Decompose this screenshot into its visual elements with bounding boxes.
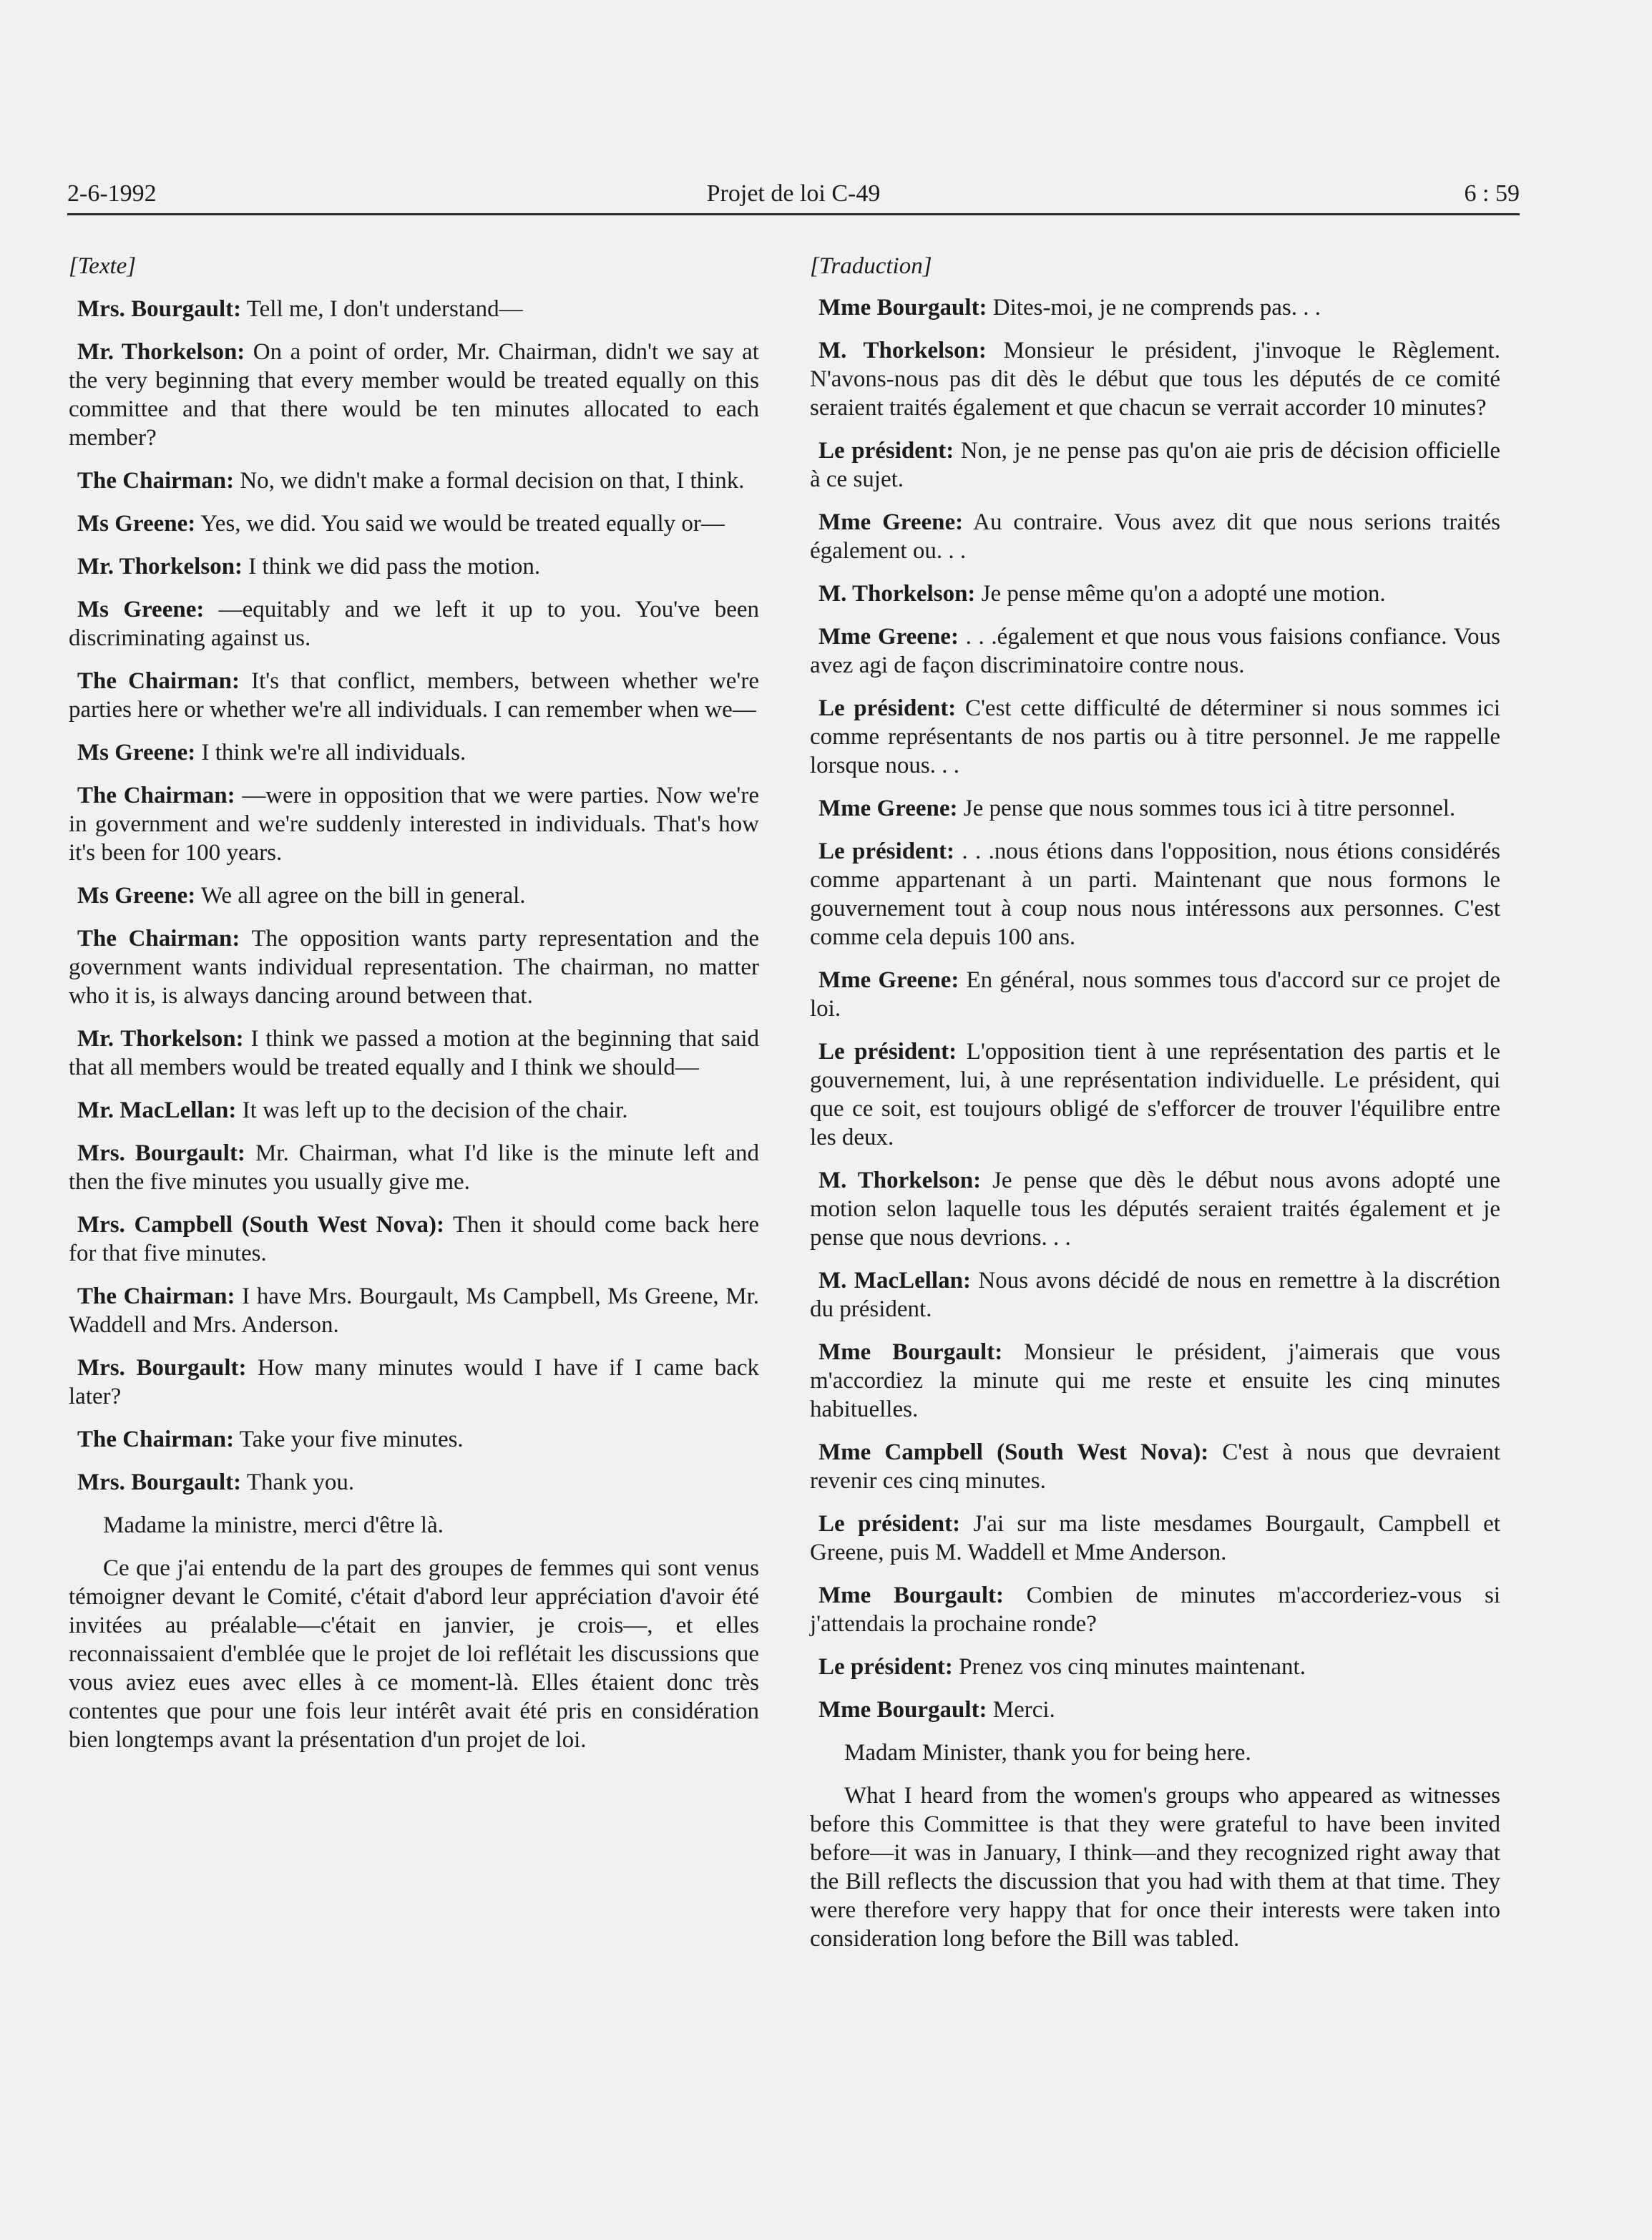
transcript-paragraph bbox=[69, 595, 759, 652]
speech-text: Madam Minister, thank you for being here. bbox=[844, 1740, 1251, 1766]
speech-text: Dites-moi, je ne comprends pas. . . bbox=[987, 295, 1321, 321]
speech-text: Combien de minutes m'accorderiez-vous si j'attendais la prochaine ronde? bbox=[810, 1583, 1501, 1637]
transcript-paragraph bbox=[69, 881, 759, 910]
speech-text: I think we're all individuals. bbox=[195, 740, 466, 766]
left-column-english bbox=[69, 252, 759, 1769]
transcript-paragraph bbox=[69, 509, 759, 538]
transcript-paragraph bbox=[69, 1282, 759, 1339]
speech-text: . . .également et que nous vous faisions confiance. Vous avez agi de façon discriminatoire contre nous. bbox=[810, 624, 1500, 678]
transcript-paragraph bbox=[810, 794, 1500, 823]
transcript-paragraph bbox=[810, 1653, 1500, 1681]
speech-text: Thank you. bbox=[241, 1469, 355, 1495]
speech-text: C'est cette difficulté de déterminer si nous sommes ici comme représentants de nos partis ou à titre personnel. Je me rappelle lorsque nous. . . bbox=[810, 695, 1500, 778]
transcript-paragraph bbox=[69, 667, 759, 724]
transcript-paragraph bbox=[69, 552, 759, 581]
speaker-name: Mme Bourgault: bbox=[818, 295, 987, 321]
speech-text: Nous avons décidé de nous en remettre à la discrétion du président. bbox=[810, 1268, 1500, 1322]
transcript-paragraph bbox=[810, 1438, 1500, 1495]
speaker-name: Mme Bourgault: bbox=[818, 1697, 987, 1723]
transcript-paragraph bbox=[69, 1211, 759, 1268]
speaker-name: Mme Campbell (South West Nova): bbox=[818, 1439, 1209, 1465]
speaker-name: Le président: bbox=[818, 695, 957, 721]
transcript-paragraph bbox=[69, 924, 759, 1010]
speech-text: We all agree on the bill in general. bbox=[195, 883, 526, 909]
speaker-name: M. MacLellan: bbox=[818, 1268, 971, 1293]
transcript-paragraph bbox=[810, 436, 1500, 494]
speech-text: How many minutes would I have if I came back later? bbox=[69, 1355, 759, 1409]
speech-text: —were in opposition that we were parties. Now we're in government and we're suddenly interested in individuals. That's how it's been for 100 years. bbox=[69, 783, 759, 866]
transcript-paragraph bbox=[69, 295, 759, 323]
speaker-name: Le président: bbox=[818, 1039, 957, 1065]
transcript-paragraph bbox=[810, 508, 1500, 565]
speech-text: It was left up to the decision of the chair. bbox=[236, 1097, 628, 1123]
speaker-name: The Chairman: bbox=[77, 926, 240, 952]
column-label-texte: [Texte] bbox=[69, 253, 137, 279]
speech-text: It's that conflict, members, between whether we're parties here or whether we're all individuals. I can remember when we— bbox=[69, 668, 760, 723]
speaker-name: Ms Greene: bbox=[77, 740, 196, 766]
transcript-paragraph bbox=[810, 336, 1500, 422]
speaker-name: Mr. Thorkelson: bbox=[77, 554, 243, 579]
speaker-name: Le président: bbox=[818, 1511, 961, 1537]
speech-text: . . .nous étions dans l'opposition, nous étions considérés comme appartenant à un parti. Maintenant que nous formons le gouvernement tout à coup nous nous intéressons aux personnes. C'est comme cela depuis 100 ans. bbox=[810, 838, 1500, 950]
speaker-name: M. Thorkelson: bbox=[818, 338, 987, 363]
transcript-paragraph bbox=[810, 293, 1500, 322]
speaker-name: The Chairman: bbox=[77, 783, 235, 808]
speaker-name: Mme Greene: bbox=[818, 796, 958, 821]
header-title: Projet de loi C-49 bbox=[706, 180, 881, 207]
transcript-paragraph bbox=[69, 1024, 759, 1082]
speech-text: On a point of order, Mr. Chairman, didn't we say at the very beginning that every member would be treated equally on this committee and that there would be ten minutes allocated to each member? bbox=[69, 339, 759, 451]
transcript-paragraph bbox=[69, 1511, 759, 1540]
transcript-paragraph bbox=[810, 579, 1500, 608]
speaker-name: Mrs. Campbell (South West Nova): bbox=[77, 1212, 444, 1238]
speech-text: Monsieur le président, j'invoque le Règlement. N'avons-nous pas dit dès le début que tous les députés de ce comité seraient traités également et que chacun se verrait accorder 10 minutes? bbox=[810, 338, 1500, 421]
speech-text: What I heard from the women's groups who appeared as witnesses before this Committee is that they were grateful to have been invited before—it was in January, I think—and they recognized right away that the Bill reflects the discussion that you had with them at that time. They were therefore very happy that for once their interests were taken into consideration long before the Bill was tabled. bbox=[810, 1783, 1500, 1952]
speech-text: Je pense même qu'on a adopté une motion. bbox=[975, 581, 1386, 607]
speaker-name: M. Thorkelson: bbox=[818, 581, 976, 607]
speaker-name: Mr. Thorkelson: bbox=[77, 1026, 244, 1052]
transcript-paragraph bbox=[810, 966, 1500, 1023]
speech-text: Prenez vos cinq minutes maintenant. bbox=[952, 1654, 1306, 1680]
speaker-name: Le président: bbox=[818, 1654, 953, 1680]
transcript-paragraph bbox=[810, 622, 1500, 680]
speech-text: —equitably and we left it up to you. You've been discriminating against us. bbox=[69, 597, 759, 651]
speech-text: Madame la ministre, merci d'être là. bbox=[103, 1512, 444, 1538]
header-page-number: 6 : 59 bbox=[1464, 180, 1520, 207]
speech-text: No, we didn't make a formal decision on that, I think. bbox=[234, 468, 745, 494]
header-date: 2-6-1992 bbox=[67, 180, 157, 207]
transcript-paragraph bbox=[810, 694, 1500, 780]
transcript-paragraph bbox=[69, 466, 759, 495]
speaker-name: The Chairman: bbox=[77, 1427, 235, 1452]
speaker-name: Mr. Thorkelson: bbox=[77, 339, 245, 365]
speech-text: Je pense que dès le début nous avons adopté une motion selon laquelle tous les députés seraient traités également et je pense que nous devrions. . . bbox=[810, 1168, 1500, 1251]
speech-text: C'est à nous que devraient revenir ces cinq minutes. bbox=[810, 1439, 1500, 1494]
transcript-paragraph bbox=[810, 1781, 1500, 1953]
speaker-name: Mme Bourgault: bbox=[818, 1583, 1004, 1608]
speaker-name: Le président: bbox=[818, 838, 955, 864]
running-header bbox=[67, 163, 1520, 215]
speech-text: I think we passed a motion at the beginning that said that all members would be treated equally and I think we should— bbox=[69, 1026, 759, 1080]
transcript-paragraph bbox=[69, 1096, 759, 1125]
speech-text: Mr. Chairman, what I'd like is the minute left and then the five minutes you usually give me. bbox=[69, 1140, 759, 1195]
speech-text: Then it should come back here for that five minutes. bbox=[69, 1212, 759, 1266]
transcript-paragraph bbox=[810, 1510, 1500, 1567]
speaker-name: Ms Greene: bbox=[77, 511, 196, 537]
transcript-paragraph bbox=[69, 1139, 759, 1196]
column-label-traduction: [Traduction] bbox=[810, 253, 932, 279]
speaker-name: Mr. MacLellan: bbox=[77, 1097, 237, 1123]
speech-text: Take your five minutes. bbox=[234, 1427, 464, 1452]
transcript-paragraph bbox=[810, 1581, 1500, 1638]
transcript-paragraph bbox=[69, 338, 759, 452]
speaker-name: Mrs. Bourgault: bbox=[77, 296, 242, 322]
speaker-name: The Chairman: bbox=[77, 1283, 235, 1309]
transcript-paragraph bbox=[810, 1266, 1500, 1324]
speech-text: Non, je ne pense pas qu'on aie pris de décision officielle à ce sujet. bbox=[810, 438, 1500, 492]
speaker-name: The Chairman: bbox=[77, 468, 235, 494]
transcript-paragraph bbox=[69, 1468, 759, 1497]
speech-text: En général, nous sommes tous d'accord sur ce projet de loi. bbox=[810, 967, 1500, 1022]
transcript-paragraph bbox=[69, 1425, 759, 1454]
transcript-paragraph bbox=[69, 1354, 759, 1411]
speech-text: L'opposition tient à une représentation des partis et le gouvernement, lui, à une représentation individuelle. Le président, qui que ce soit, est toujours obligé de s'efforcer de trouver l'équilibre entre les deux. bbox=[810, 1039, 1501, 1150]
speaker-name: Mme Greene: bbox=[818, 509, 964, 535]
speaker-name: Mrs. Bourgault: bbox=[77, 1469, 242, 1495]
speaker-name: Ms Greene: bbox=[77, 597, 205, 622]
transcript-paragraph bbox=[69, 1554, 759, 1754]
speaker-name: M. Thorkelson: bbox=[818, 1168, 982, 1193]
right-column-french bbox=[810, 252, 1500, 1967]
speaker-name: The Chairman: bbox=[77, 668, 240, 694]
speech-text: J'ai sur ma liste mesdames Bourgault, Campbell et Greene, puis M. Waddell et Mme Anderson. bbox=[810, 1511, 1500, 1565]
transcript-paragraph bbox=[810, 837, 1500, 952]
speaker-name: Mme Greene: bbox=[818, 624, 959, 650]
transcript-paragraph bbox=[69, 738, 759, 767]
speech-text: Je pense que nous sommes tous ici à titre personnel. bbox=[957, 796, 1456, 821]
speech-text: The opposition wants party representation and the government wants individual representation. The chairman, no matter who it is, is always dancing around between that. bbox=[69, 926, 760, 1009]
transcript-paragraph bbox=[810, 1037, 1500, 1152]
speaker-name: Mme Greene: bbox=[818, 967, 959, 993]
speaker-name: Mme Bourgault: bbox=[818, 1339, 1003, 1365]
speech-text: Tell me, I don't understand— bbox=[241, 296, 523, 322]
speech-text: Yes, we did. You said we would be treated equally or— bbox=[195, 511, 725, 537]
speech-text: I have Mrs. Bourgault, Ms Campbell, Ms Greene, Mr. Waddell and Mrs. Anderson. bbox=[69, 1283, 760, 1338]
speaker-name: Le président: bbox=[818, 438, 954, 464]
speech-text: Monsieur le président, j'aimerais que vous m'accordiez la minute qui me reste et ensuite les cinq minutes habituelles. bbox=[810, 1339, 1500, 1422]
speaker-name: Mrs. Bourgault: bbox=[77, 1355, 247, 1381]
transcript-paragraph bbox=[810, 1166, 1500, 1252]
transcript-paragraph bbox=[69, 781, 759, 867]
speech-text: I think we did pass the motion. bbox=[243, 554, 541, 579]
transcript-paragraph bbox=[810, 1338, 1500, 1424]
transcript-paragraph bbox=[810, 1738, 1500, 1767]
speaker-name: Ms Greene: bbox=[77, 883, 196, 909]
speech-text: Au contraire. Vous avez dit que nous serions traités également ou. . . bbox=[810, 509, 1500, 564]
speech-text: Merci. bbox=[987, 1697, 1055, 1723]
speech-text: Ce que j'ai entendu de la part des groupes de femmes qui sont venus témoigner devant le Comité, c'était d'abord leur appréciation d'avoir été invitées au préalable—c'était en janvier, je crois—, et elles reconnaissaient d'emblée que le projet de loi reflétait les discussions que vous aviez eues avec elles à ce moment-là. Elles étaient donc très contentes que pour une fois leur intérêt avait été pris en considération bien longtemps avant la présentation d'un projet de loi. bbox=[69, 1555, 759, 1753]
speaker-name: Mrs. Bourgault: bbox=[77, 1140, 245, 1166]
transcript-paragraph bbox=[810, 1696, 1500, 1724]
